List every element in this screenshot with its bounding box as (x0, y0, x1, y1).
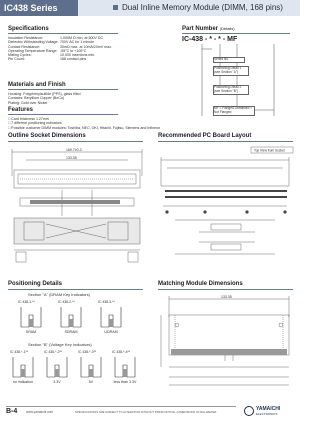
positioning-title-wrap (8, 281, 62, 287)
part-number-title: Part Number (Details) (182, 26, 235, 32)
brand-name: YAMAICHI (256, 406, 281, 412)
divider (8, 141, 143, 142)
pcb-note: Top View from Socket (254, 148, 285, 153)
footer-note: SPECIFICATIONS ARE SUBJECT TO ALTERATION WITHOUT PRIOR NOTICE • DIMENSIONS IN MILLIMETER (75, 410, 217, 414)
pcb-title: Recommended PC Board Layout (158, 133, 252, 139)
feature-item: □ 7 different positioning indicators (8, 121, 62, 126)
pn-label-detail1: Positioning Detail 1 (see Section "A") (213, 66, 249, 76)
key-shape (58, 305, 84, 331)
spec-key: Contact Resistance: (8, 44, 41, 49)
key-indicator (78, 351, 108, 385)
spec-key: Dielectric Withstanding Voltage: (8, 40, 59, 45)
materials-section (8, 82, 128, 105)
key-caption: 3.3V (53, 379, 61, 384)
divider (8, 89, 118, 90)
features-section (8, 107, 161, 130)
spec-value: 700V AC for 1 minute (60, 40, 95, 45)
key-code: IC 438-3-** (98, 300, 115, 304)
matching-dim-top: 133.35 (221, 295, 232, 299)
material-housing: Housing: Polyphenylsulfide (PPS), glass filled (8, 92, 81, 96)
divider (158, 141, 293, 142)
features-title: Features (8, 107, 34, 113)
outline-title-wrap (8, 133, 86, 139)
key-indicator (18, 301, 54, 335)
spec-value: 10,000 insertions min. (60, 53, 96, 58)
page-header (0, 0, 300, 16)
key-code: IC 438-1-** (18, 300, 35, 304)
key-shape (18, 305, 44, 331)
key-indicator (98, 301, 134, 335)
header-marker (113, 5, 118, 10)
positioning-title: Positioning Details (8, 281, 63, 287)
pcb-layout-drawing (155, 146, 297, 274)
material-plating: Plating: Gold over Nickel (8, 100, 48, 105)
key-shape (78, 355, 104, 381)
spec-key: Pin Count: (8, 57, 25, 62)
key-shape (10, 355, 36, 381)
spec-value: 1,000M Ω min. at 500V DC (60, 36, 104, 40)
divider (158, 289, 293, 290)
key-caption: 5V (88, 379, 94, 384)
spec-key: Mating Cycles: (8, 53, 32, 58)
key-indicator (10, 351, 40, 385)
key-shape (112, 355, 138, 381)
section-b-title: Section "B" (Voltage Key Indicators) (28, 342, 92, 347)
key-code: IC 438-*-3** (78, 350, 97, 354)
outline-title: Outline Socket Dimensions (8, 133, 86, 139)
page-number: B-4 (6, 408, 18, 415)
key-shape (44, 355, 70, 381)
spec-list (8, 36, 128, 62)
pn-label-flange: MF = Flanged Unmarked = Not Flanged (213, 106, 255, 116)
key-indicator (112, 351, 142, 385)
part-number-section (182, 26, 292, 43)
footer-rule (6, 406, 236, 407)
key-caption: UDRAM (104, 329, 118, 334)
section-a-title: Section "A" (DRAM Key Indicators) (28, 292, 90, 297)
spec-key: Operating Temperature Range: (8, 48, 58, 53)
spec-key: Insulation Resistance: (8, 36, 44, 40)
key-code: IC 438-2-** (58, 300, 75, 304)
brand-sub: ELECTRONICS (256, 412, 278, 416)
spec-row (8, 57, 128, 61)
divider (8, 33, 118, 34)
materials-title: Materials and Finish (8, 82, 66, 88)
specifications-title: Specifications (8, 26, 49, 32)
outline-dim-top: 169.7±0.3 (66, 148, 82, 152)
key-caption: SDRAM (64, 329, 78, 334)
pcb-title-wrap (158, 133, 251, 139)
matching-module-drawing (155, 293, 297, 397)
key-code: IC 438-*-4** (112, 350, 131, 354)
pn-label-detail2: Positioning Detail 2 (see Section "B") (213, 85, 249, 95)
yamaichi-logo-icon (244, 406, 254, 416)
material-contacts: Contacts: Beryllium Copper (BeCu) (8, 96, 65, 101)
feature-item: □ Card thickness 1.27mm (8, 117, 49, 121)
spec-value: 30mΩ max. at 10mA/20mV max. (60, 44, 113, 49)
key-caption: no indication (12, 379, 34, 384)
series-title: IC438 Series (0, 0, 78, 16)
key-code: IC 438-*-2** (44, 350, 63, 354)
divider (8, 114, 118, 115)
page-title: Dual Inline Memory Module (DIMM, 168 pins) (122, 3, 283, 12)
feature-item: □ Possible customer DIMM modules: Toshiba, NEC, OKI, Hitachi, Fujitsu, Siemens and Infineon (8, 125, 161, 130)
section-b-keys (6, 351, 148, 395)
divider (8, 289, 143, 290)
key-indicator (58, 301, 94, 335)
outline-dim-mid: 133.35 (66, 156, 77, 160)
section-a-keys (18, 301, 138, 341)
spec-value: 168 contact pins (60, 57, 87, 62)
footer-site[interactable]: www.yamaichi.com (26, 410, 54, 414)
outline-socket-drawing (6, 146, 148, 274)
spec-value: -55°C to +105°C (60, 48, 87, 53)
key-code: IC 438-*-1** (10, 350, 29, 354)
key-caption: less than 3.3V (113, 379, 137, 384)
specifications-section (8, 26, 128, 62)
matching-title: Matching Module Dimensions (158, 281, 243, 287)
pn-label-series: Series No. (213, 57, 245, 63)
matching-title-wrap (158, 281, 243, 287)
key-caption: SRAM (25, 329, 37, 334)
key-indicator (44, 351, 74, 385)
divider (182, 33, 290, 34)
key-shape (98, 305, 124, 331)
part-number-code: IC-438 - * - * - MF (182, 36, 238, 43)
